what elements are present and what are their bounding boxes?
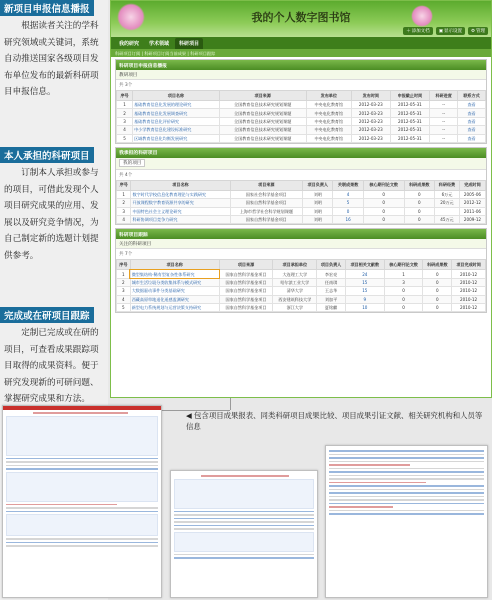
table-cell: 3: [117, 117, 133, 125]
table-cell: 0: [363, 207, 404, 215]
tab-academic-field[interactable]: 学术领域: [149, 41, 170, 47]
project-name-link[interactable]: 城市生活垃圾分类收集体系与模式研究: [130, 278, 219, 286]
table-cell: 1: [117, 101, 133, 109]
tab-research-projects[interactable]: 科研项目: [175, 38, 203, 49]
column-header: 科研进度: [430, 91, 458, 101]
table-cell: 0: [404, 216, 434, 224]
table-cell: 2012-03-23: [352, 109, 391, 117]
column-header: 项目来源: [219, 260, 273, 270]
annotation-project-tracking: [0, 307, 108, 408]
table-row: [117, 126, 486, 134]
column-header: 项目名称: [133, 91, 220, 101]
table-link[interactable]: 查看: [458, 109, 486, 117]
panel-project-tracking: [115, 228, 487, 313]
project-name-link[interactable]: 基础教育信息化发展调查研究: [133, 109, 220, 117]
column-header: 项目负责人: [303, 180, 333, 190]
annotation-text: 定制已完成或在研的项目，可查看成果跟踪项目取得的成果资料。便于研究发现新的可研问题、掌握研究成果和方法。: [4, 328, 99, 404]
column-header: 项目承担单位: [273, 260, 317, 270]
table-cell: 国家社会科学基金项目: [230, 190, 303, 198]
panel-subtitle[interactable]: 我的项目: [116, 158, 486, 170]
table-row: [117, 190, 486, 198]
table-cell: 上海市哲学社会科学规划课题: [230, 207, 303, 215]
table-cell: 5: [117, 134, 133, 142]
table-cell: 0: [384, 287, 423, 295]
column-header: 发布单位: [306, 91, 352, 101]
app-header: [111, 1, 491, 37]
table-link[interactable]: 查看: [458, 117, 486, 125]
project-name-link[interactable]: 西藏高原草地退化遥感监测研究: [130, 295, 219, 303]
table-cell: 0: [363, 199, 404, 207]
table-row: [117, 207, 486, 215]
table-cell: 0: [404, 190, 434, 198]
project-report-thumbnail[interactable]: [2, 405, 162, 598]
column-header: 项目负责人: [317, 260, 346, 270]
table-cell: 0: [404, 207, 434, 215]
table-row: [117, 295, 486, 303]
table-cell: 3: [117, 207, 131, 215]
table-link[interactable]: 9: [345, 295, 384, 303]
table-cell: 刘明: [303, 199, 333, 207]
page-title: 我的个人数字图书馆: [251, 11, 351, 24]
table-cell: 2010-12: [452, 303, 486, 311]
table-cell: 2012-12: [459, 199, 485, 207]
table-cell: 1: [117, 270, 131, 278]
table-row: [117, 117, 486, 125]
table-cell: 20万元: [434, 199, 459, 207]
table-link[interactable]: 24: [345, 270, 384, 278]
table-cell: 2012-05-31: [390, 117, 430, 125]
table-cell: 浙江大学: [273, 303, 317, 311]
annotation-title: 本人承担的科研项目: [0, 147, 94, 163]
table-row: [117, 101, 486, 109]
project-name-link[interactable]: 微型集结构-稀有型复杂性体系研究: [130, 270, 219, 278]
table-cell: 3: [384, 278, 423, 286]
table-cell: 国家自然科学基金项目: [219, 295, 273, 303]
table-cell: 国家自然科学基金项目: [230, 216, 303, 224]
column-header: 序号: [117, 91, 133, 101]
table-link[interactable]: 15: [345, 278, 384, 286]
monitor-icon: ▣: [438, 28, 443, 34]
display-settings-button[interactable]: ▣ 显示设置: [436, 27, 465, 35]
table-cell: 西安建筑科技大学: [273, 295, 317, 303]
library-window: [110, 0, 492, 398]
table-cell: 2010-12: [452, 270, 486, 278]
panel-my-projects: [115, 147, 487, 226]
table-cell: 2: [117, 278, 131, 286]
table-cell: --: [430, 101, 458, 109]
table-row: [117, 216, 486, 224]
table-link[interactable]: 查看: [458, 126, 486, 134]
table-cell: 2009-12: [459, 216, 485, 224]
table-cell: 全国教育信息技术研究规划课题: [219, 109, 306, 117]
table-cell: 王志华: [317, 287, 346, 295]
result-count: 共 4个: [119, 172, 133, 178]
panel-subtitle[interactable]: 关注的科研项目: [116, 239, 486, 249]
project-name-link[interactable]: 科研协调项目竞争力研究: [131, 216, 230, 224]
column-header: 核心期刊论文数: [384, 260, 423, 270]
report-description: ◀ 包含项目成果报表、同类科研项目成果比较、项目成果引证文献、相关研究机构和人员等信息: [186, 411, 483, 431]
table-link[interactable]: 16: [333, 216, 363, 224]
table-cell: 0: [423, 270, 452, 278]
column-header: 联系方式: [458, 91, 486, 101]
panel-title: 科研项目申报信息播报: [116, 60, 486, 70]
table-cell: 2011-06: [459, 207, 485, 215]
column-header: 发布时间: [352, 91, 391, 101]
project-name-link[interactable]: 基础教育信息化评价研究: [133, 117, 220, 125]
table-row: [117, 303, 486, 311]
table-cell: 国家自然科学基金项目: [230, 199, 303, 207]
table-cell: 中央电化教育馆: [306, 109, 352, 117]
table-cell: 刘明: [303, 207, 333, 215]
my-projects-table: [116, 180, 486, 225]
column-header: 关联成果数: [333, 180, 363, 190]
table-cell: 2012-03-23: [352, 134, 391, 142]
table-cell: 4: [117, 295, 131, 303]
table-cell: 3: [117, 287, 131, 295]
annotation-new-projects: [0, 0, 108, 101]
table-cell: 0: [423, 287, 452, 295]
table-cell: 哈尔滨工业大学: [273, 278, 317, 286]
table-link[interactable]: 查看: [458, 134, 486, 142]
breadcrumb[interactable]: 科研项目订阅 | 科研项目订阅当前成果 | 科研项目跟踪: [111, 49, 491, 57]
column-header: 项目名称: [131, 180, 230, 190]
comparison-thumbnail[interactable]: [170, 470, 318, 598]
table-cell: 李宏亮: [317, 270, 346, 278]
panel-title: 科研项目跟踪: [116, 229, 486, 239]
table-cell: 国家自然科学基金项目: [219, 270, 273, 278]
table-cell: 6万元: [434, 190, 459, 198]
table-cell: 全国教育信息技术研究规划课题: [219, 101, 306, 109]
table-cell: 大连理工大学: [273, 270, 317, 278]
table-link[interactable]: 0: [333, 207, 363, 215]
table-cell: 刘加平: [317, 295, 346, 303]
table-cell: 0: [384, 295, 423, 303]
project-name-link[interactable]: 大数据驱动事件分类基础研究: [130, 287, 219, 295]
table-cell: 4: [117, 216, 131, 224]
column-header: 科研经费: [434, 180, 459, 190]
table-cell: 2012-05-31: [390, 134, 430, 142]
project-name-link[interactable]: 数字时代学校信息化教育理论与实践研究: [131, 190, 230, 198]
project-name-link[interactable]: 开放课程数字教育资源共享的研究: [131, 199, 230, 207]
annotation-text: 订制本人承担或参与的项目，可借此发现个人项目研究成果的应用、发展以及研究竞争情况，为自己制定新的选题计划提供参考。: [4, 168, 99, 261]
annotation-text: 根据读者关注的学科研究领域或关键词，系统自动推送国家各级项目发布单位发布的最新科研项目申报信息。: [4, 21, 99, 97]
table-cell: 1: [117, 190, 131, 198]
column-header: 序号: [117, 180, 131, 190]
table-cell: 2012-03-23: [352, 126, 391, 134]
table-cell: 2005-06: [459, 190, 485, 198]
table-cell: 0: [423, 278, 452, 286]
table-link[interactable]: 15: [345, 287, 384, 295]
table-link[interactable]: 查看: [458, 101, 486, 109]
citations-thumbnail[interactable]: [325, 445, 488, 598]
table-cell: 刘明: [303, 190, 333, 198]
table-cell: 2012-03-23: [352, 101, 391, 109]
column-header: 科研成果数: [423, 260, 452, 270]
table-cell: 0: [423, 303, 452, 311]
main-tabs: [111, 37, 491, 49]
result-count: 共 7个: [119, 252, 133, 258]
column-header: 科研成果数: [404, 180, 434, 190]
table-link[interactable]: 5: [333, 199, 363, 207]
column-header: 项目完成时间: [452, 260, 486, 270]
add-document-button[interactable]: ＋ 添加文档: [403, 27, 433, 35]
table-cell: 2012-03-23: [352, 117, 391, 125]
table-cell: 0: [384, 303, 423, 311]
table-cell: 2010-12: [452, 287, 486, 295]
column-header: 项目来源: [219, 91, 306, 101]
annotation-title: 新项目申报信息播报: [0, 0, 94, 16]
header-toolbar: [403, 27, 488, 35]
annotation-title: 完成或在研项目跟踪: [0, 307, 94, 323]
table-row: [117, 287, 486, 295]
panel-subtitle[interactable]: 教研项目: [116, 70, 486, 80]
tab-my-research[interactable]: 我的研究: [119, 41, 140, 47]
table-cell: 全国教育信息技术研究规划课题: [219, 126, 306, 134]
table-cell: 0: [404, 199, 434, 207]
table-cell: 夏铭麒: [317, 303, 346, 311]
table-cell: --: [430, 126, 458, 134]
table-link[interactable]: 10: [345, 303, 384, 311]
table-cell: --: [430, 134, 458, 142]
table-cell: 清华大学: [273, 287, 317, 295]
project-name-link[interactable]: 区域教育信息化均衡发展研究: [133, 134, 220, 142]
table-cell: 2010-12: [452, 278, 486, 286]
table-cell: 0: [363, 190, 404, 198]
table-cell: 刘明: [303, 216, 333, 224]
table-cell: 2012-05-31: [390, 101, 430, 109]
annotation-my-projects: [0, 147, 108, 264]
table-cell: --: [430, 109, 458, 117]
manage-button[interactable]: ⚙ 管理: [468, 27, 488, 35]
table-cell: 45万元: [434, 216, 459, 224]
project-name-link[interactable]: 新型电力系统规划与运营决策支持研究: [130, 303, 219, 311]
table-cell: 任南琪: [317, 278, 346, 286]
project-name-link[interactable]: 中小学教育信息化建设标准研究: [133, 126, 220, 134]
column-header: 项目来源: [230, 180, 303, 190]
gear-icon: ⚙: [470, 28, 475, 34]
column-header: 项目相关文献数: [345, 260, 384, 270]
table-cell: 4: [117, 126, 133, 134]
table-cell: --: [430, 117, 458, 125]
column-header: 申报截止时间: [390, 91, 430, 101]
table-cell: 2: [117, 109, 133, 117]
table-cell: [434, 207, 459, 215]
table-cell: 2012-05-31: [390, 126, 430, 134]
table-cell: 中央电化教育馆: [306, 117, 352, 125]
tracking-table: [116, 259, 486, 312]
table-row: [117, 199, 486, 207]
table-cell: 中央电化教育馆: [306, 101, 352, 109]
table-cell: 0: [423, 295, 452, 303]
plus-icon: ＋: [406, 29, 411, 34]
table-row: [117, 109, 486, 117]
table-link[interactable]: 4: [333, 190, 363, 198]
table-row: [117, 134, 486, 142]
column-header: 完成时间: [459, 180, 485, 190]
table-cell: 全国教育信息技术研究规划课题: [219, 134, 306, 142]
result-count: 共 3个: [119, 83, 133, 88]
table-cell: 中央电化教育馆: [306, 126, 352, 134]
project-name-link[interactable]: 中国特色社会主义理论研究: [131, 207, 230, 215]
connector-line: [230, 398, 231, 410]
panel-project-announcements: [115, 59, 487, 144]
column-header: 项目名称: [130, 260, 219, 270]
table-cell: 2010-12: [452, 295, 486, 303]
announcements-table: [116, 90, 486, 143]
table-cell: 国家自然科学基金项目: [219, 303, 273, 311]
table-cell: 2: [117, 199, 131, 207]
column-header: 序号: [117, 260, 131, 270]
table-cell: 0: [363, 216, 404, 224]
table-row: [117, 278, 486, 286]
table-cell: 5: [117, 303, 131, 311]
table-cell: 国家自然科学基金项目: [219, 287, 273, 295]
table-cell: 全国教育信息技术研究规划课题: [219, 117, 306, 125]
table-cell: 1: [384, 270, 423, 278]
table-row: [117, 270, 486, 278]
panel-title: 我承担的科研项目: [116, 148, 486, 158]
table-cell: 中央电化教育馆: [306, 134, 352, 142]
project-name-link[interactable]: 基础教育信息化发展的理论研究: [133, 101, 220, 109]
column-header: 核心期刊论文数: [363, 180, 404, 190]
table-cell: 2012-05-31: [390, 109, 430, 117]
table-cell: 国家自然科学基金项目: [219, 278, 273, 286]
